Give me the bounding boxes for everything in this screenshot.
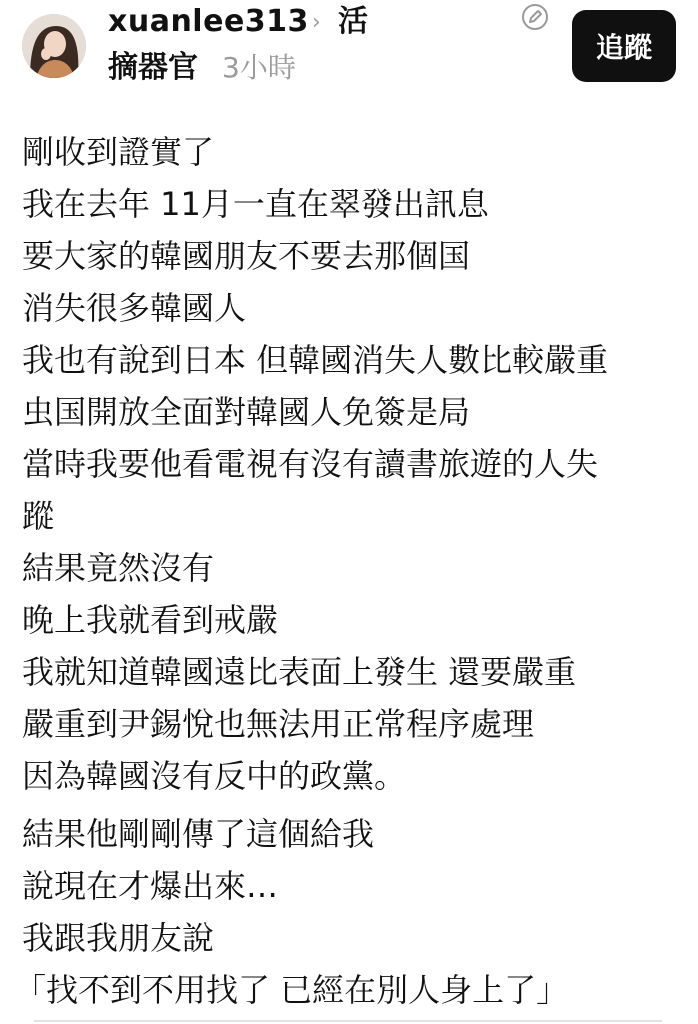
- post-text-line: 「找不到不用找了 已經在別人身上了」: [14, 971, 569, 1009]
- post-text-line: 結果他剛剛傳了這個給我: [22, 815, 375, 853]
- avatar[interactable]: [22, 14, 86, 78]
- post-text-line: 結果竟然沒有: [22, 549, 215, 587]
- topic-tag-line-1[interactable]: 活: [338, 4, 368, 39]
- avatar-photo-icon: [22, 14, 86, 78]
- post-text-line: 我跟我朋友說: [22, 919, 215, 957]
- post-text-line: 晚上我就看到戒嚴: [22, 601, 279, 639]
- post-text-line: 消失很多韓國人: [22, 289, 247, 327]
- username-link[interactable]: xuanlee313: [108, 4, 309, 39]
- post-text-line: 我在去年 11月一直在翠發出訊息: [22, 185, 489, 223]
- post-text-line: 剛收到證實了: [22, 133, 215, 171]
- post-text-line: 當時我要他看電視有沒有讀書旅遊的人失: [22, 445, 599, 483]
- post-header: [0, 0, 698, 100]
- chevron-right-icon: ›: [312, 10, 321, 35]
- post-text-line: 虫国開放全面對韓國人免簽是局: [22, 393, 471, 431]
- topic-tag-line-2[interactable]: 摘器官: [108, 50, 198, 85]
- post-text-line: 要大家的韓國朋友不要去那個国: [22, 237, 471, 275]
- divider: [34, 1020, 662, 1022]
- edit-pencil-icon[interactable]: [520, 2, 550, 32]
- post-text-line: 蹤: [22, 497, 55, 535]
- post-text-line: 說現在才爆出來…: [22, 867, 279, 905]
- post-text-line: 我也有說到日本 但韓國消失人數比較嚴重: [22, 341, 609, 379]
- post-text-line: 因為韓國沒有反中的政黨。: [22, 757, 407, 795]
- follow-button[interactable]: 追蹤: [572, 10, 676, 82]
- post-timestamp: 3小時: [222, 51, 296, 84]
- post-text-line: 嚴重到尹錫悅也無法用正常程序處理: [22, 705, 535, 743]
- post-text-line: 我就知道韓國遠比表面上發生 還要嚴重: [22, 653, 577, 691]
